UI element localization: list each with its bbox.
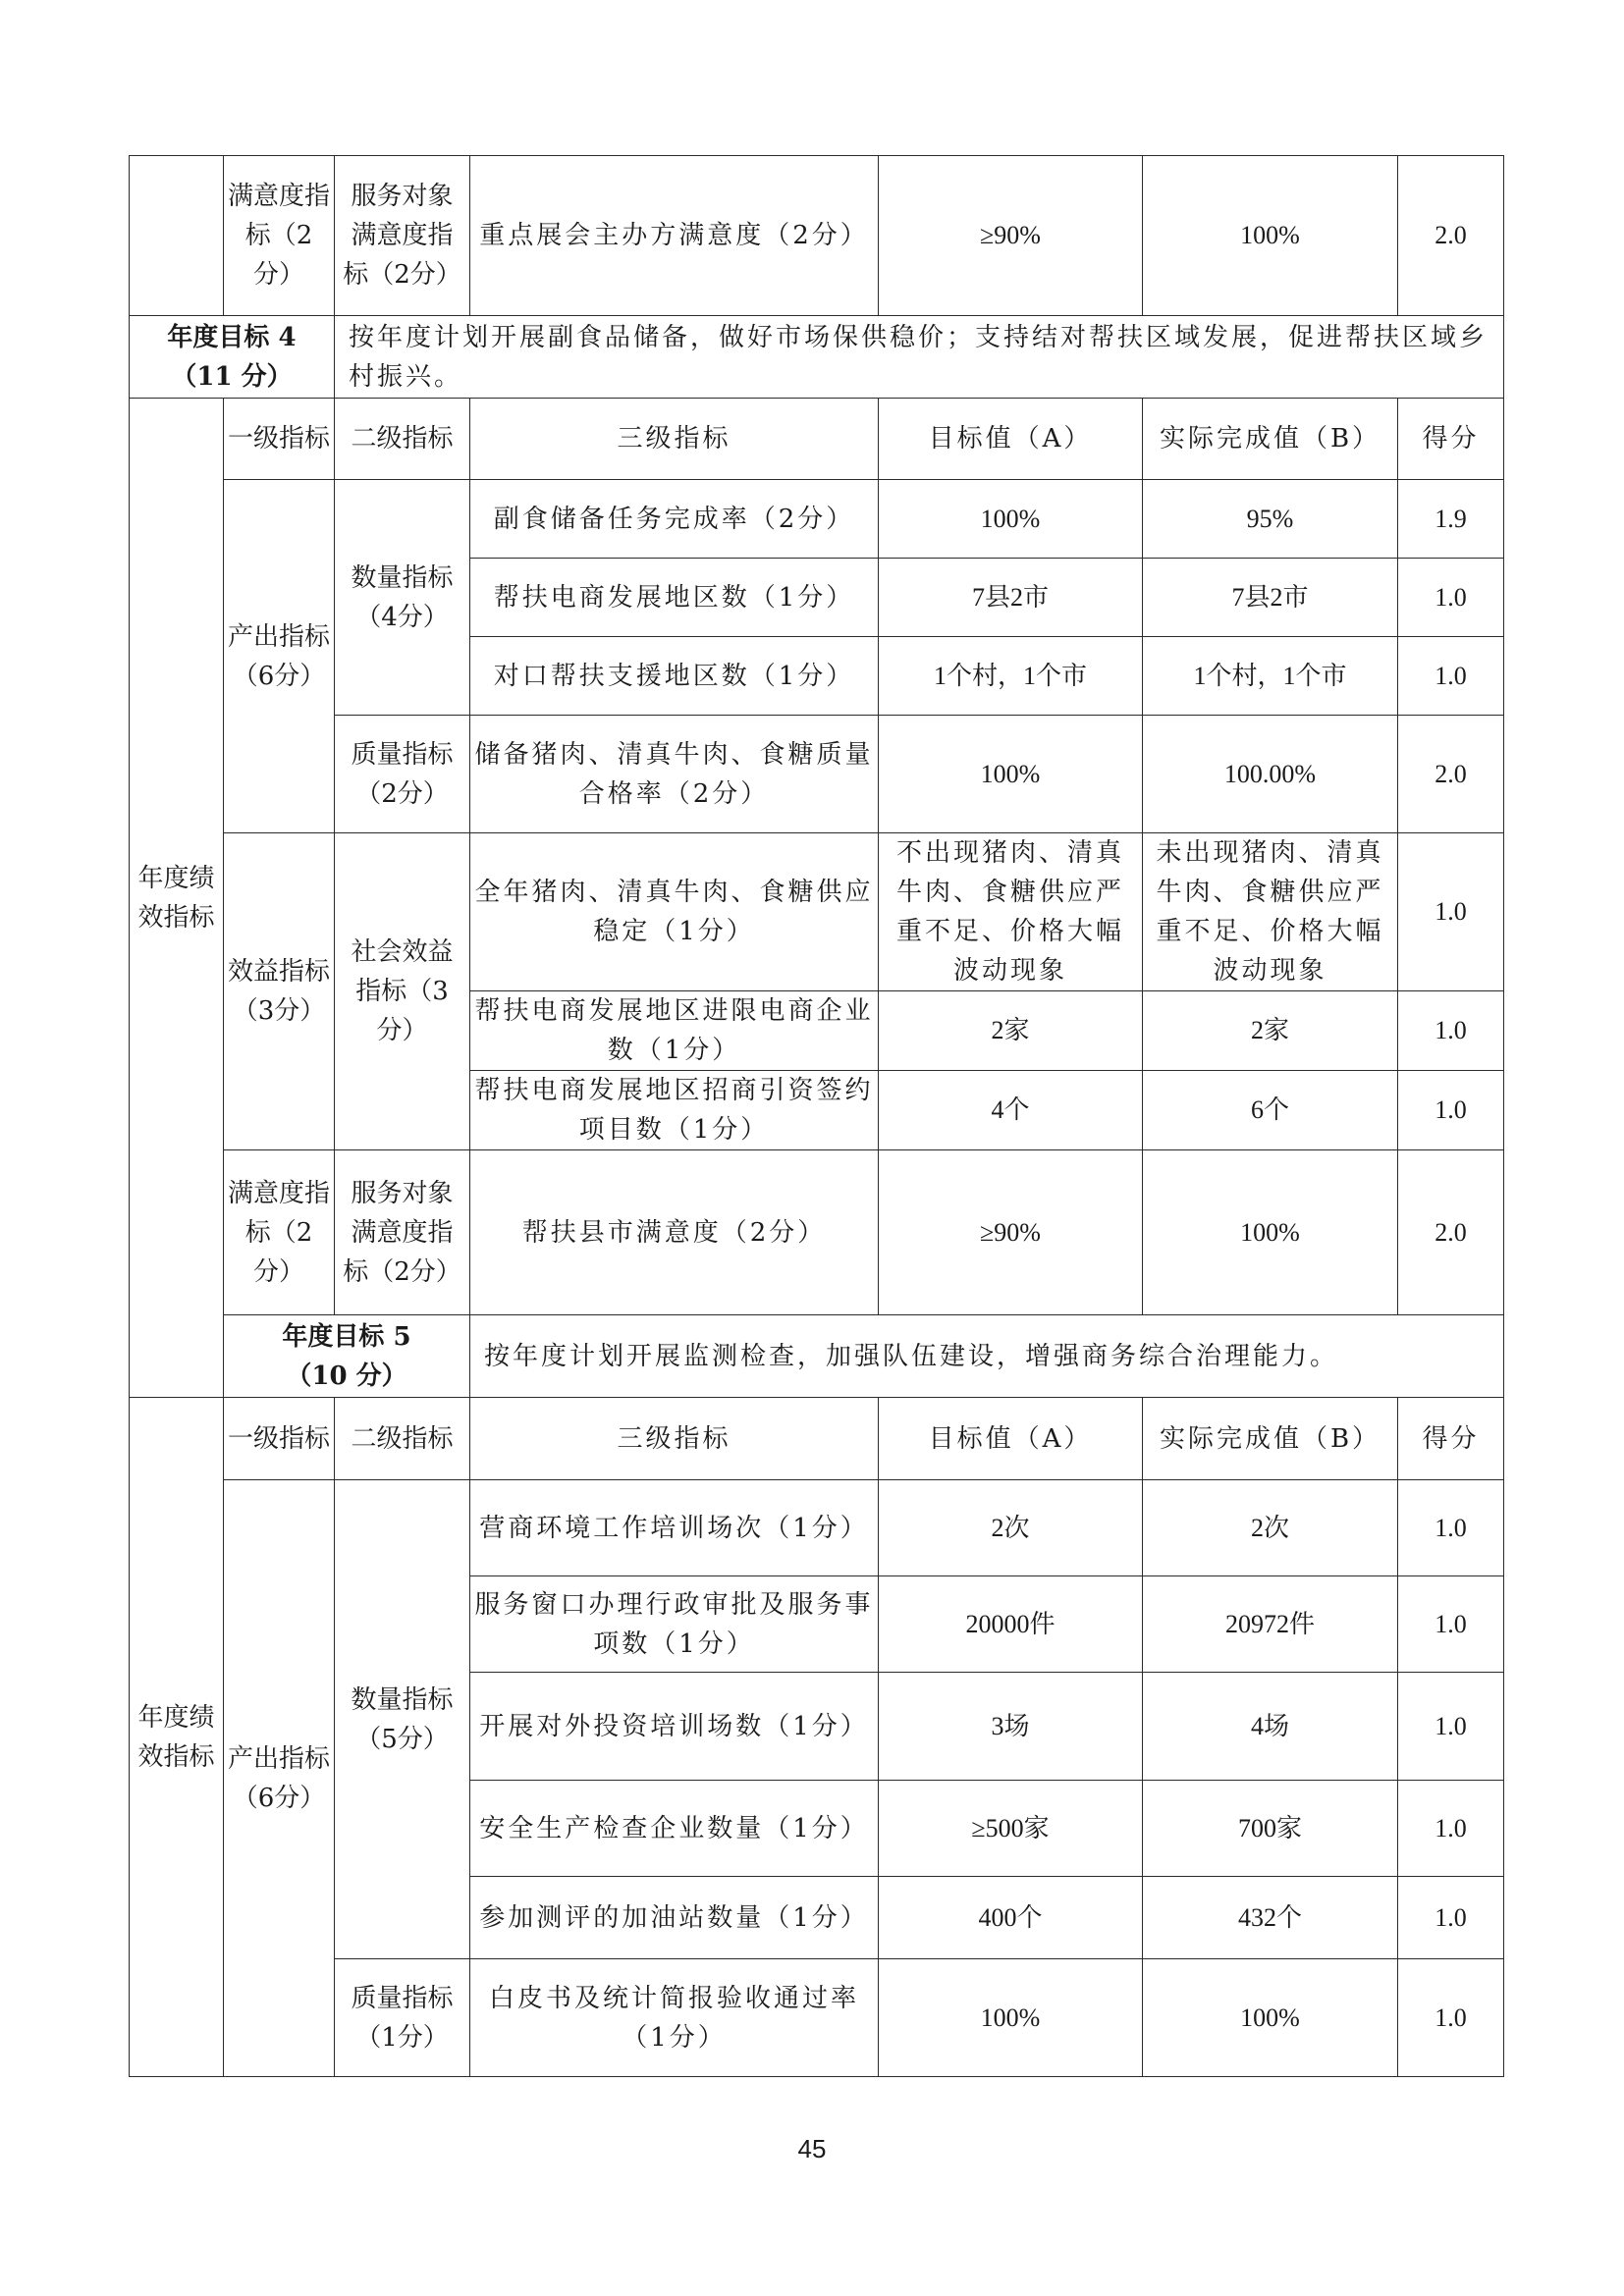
table-row — [130, 156, 1504, 316]
goal-label — [224, 1315, 470, 1398]
goal-label — [130, 316, 335, 399]
third-level-indicator: 营商环境工作培训场次（1分） — [470, 1480, 879, 1576]
table-row — [130, 1480, 1504, 1576]
perf-indicator-label: 年度绩效指标 — [130, 1398, 224, 2077]
score: 2.0 — [1398, 1150, 1504, 1315]
third-level-indicator: 副食储备任务完成率（2分） — [470, 480, 879, 559]
header-score: 得分 — [1398, 399, 1504, 480]
header-l2: 二级指标 — [335, 399, 470, 480]
social-benefit-indicator: 社会效益指标（3分） — [335, 833, 470, 1150]
target-value: 3场 — [879, 1673, 1143, 1781]
target-value: ≥500家 — [879, 1781, 1143, 1877]
quality-indicator: 质量指标（1分） — [335, 1959, 470, 2077]
table-row — [130, 480, 1504, 559]
third-level-indicator: 服务窗口办理行政审批及服务事项数（1分） — [470, 1576, 879, 1673]
header-l1: 一级指标 — [224, 1398, 335, 1480]
third-level-indicator: 全年猪肉、清真牛肉、食糖供应稳定（1分） — [470, 833, 879, 991]
goal-row — [130, 1315, 1504, 1398]
header-score: 得分 — [1398, 1398, 1504, 1480]
actual-value: 95% — [1143, 480, 1398, 559]
header-l1: 一级指标 — [224, 399, 335, 480]
output-indicator: 产出指标（6分） — [224, 480, 335, 833]
actual-value: 2次 — [1143, 1480, 1398, 1576]
score: 1.0 — [1398, 1071, 1504, 1150]
quantity-indicator: 数量指标（4分） — [335, 480, 470, 716]
table-row — [130, 716, 1504, 833]
table-row — [130, 1959, 1504, 2077]
score: 1.0 — [1398, 1576, 1504, 1673]
target-value: 20000件 — [879, 1576, 1143, 1673]
actual-value: 100% — [1143, 1959, 1398, 2077]
third-level-indicator: 帮扶电商发展地区数（1分） — [470, 559, 879, 637]
benefit-indicator: 效益指标（3分） — [224, 833, 335, 1150]
score: 2.0 — [1398, 716, 1504, 833]
score: 1.0 — [1398, 1959, 1504, 2077]
satisfaction-indicator: 满意度指标（2分） — [224, 1150, 335, 1315]
header-row — [130, 399, 1504, 480]
third-level-indicator: 帮扶电商发展地区进限电商企业数（1分） — [470, 991, 879, 1071]
third-level-indicator: 储备猪肉、清真牛肉、食糖质量合格率（2分） — [470, 716, 879, 833]
score: 2.0 — [1398, 156, 1504, 316]
target-value: ≥90% — [879, 156, 1143, 316]
actual-value: 6个 — [1143, 1071, 1398, 1150]
header-target: 目标值（A） — [879, 399, 1143, 480]
third-level-indicator: 开展对外投资培训场数（1分） — [470, 1673, 879, 1781]
target-value: 100% — [879, 480, 1143, 559]
actual-value: 432个 — [1143, 1877, 1398, 1959]
page-number: 45 — [797, 2134, 827, 2163]
quantity-indicator: 数量指标（5分） — [335, 1480, 470, 1959]
second-level-indicator: 服务对象满意度指标（2分） — [335, 156, 470, 316]
third-level-indicator: 帮扶电商发展地区招商引资签约项目数（1分） — [470, 1071, 879, 1150]
header-l3: 三级指标 — [470, 399, 879, 480]
score: 1.0 — [1398, 1480, 1504, 1576]
target-value: 2次 — [879, 1480, 1143, 1576]
goal-description: 按年度计划开展副食品储备，做好市场保供稳价；支持结对帮扶区域发展，促进帮扶区域乡村振兴。 — [335, 316, 1504, 399]
goal-description: 按年度计划开展监测检查，加强队伍建设，增强商务综合治理能力。 — [470, 1315, 1504, 1398]
third-level-indicator: 白皮书及统计简报验收通过率（1分） — [470, 1959, 879, 2077]
service-satisfaction-indicator: 服务对象满意度指标（2分） — [335, 1150, 470, 1315]
actual-value: 100% — [1143, 1150, 1398, 1315]
quality-indicator: 质量指标（2分） — [335, 716, 470, 833]
target-value: 不出现猪肉、清真牛肉、食糖供应严重不足、价格大幅波动现象 — [879, 833, 1143, 991]
actual-value: 100.00% — [1143, 716, 1398, 833]
goal-label-line2: （10 分） — [286, 1361, 407, 1391]
header-actual: 实际完成值（B） — [1143, 1398, 1398, 1480]
score: 1.0 — [1398, 559, 1504, 637]
actual-value: 未出现猪肉、清真牛肉、食糖供应严重不足、价格大幅波动现象 — [1143, 833, 1398, 991]
header-l3: 三级指标 — [470, 1398, 879, 1480]
actual-value: 20972件 — [1143, 1576, 1398, 1673]
third-level-indicator: 重点展会主办方满意度（2分） — [470, 156, 879, 316]
table-row — [130, 1150, 1504, 1315]
target-value: 4个 — [879, 1071, 1143, 1150]
target-value: 2家 — [879, 991, 1143, 1071]
target-value: 100% — [879, 716, 1143, 833]
target-value: ≥90% — [879, 1150, 1143, 1315]
actual-value: 4场 — [1143, 1673, 1398, 1781]
third-level-indicator: 参加测评的加油站数量（1分） — [470, 1877, 879, 1959]
target-value: 1个村，1个市 — [879, 637, 1143, 716]
first-level-indicator: 满意度指标（2分） — [224, 156, 335, 316]
third-level-indicator: 帮扶县市满意度（2分） — [470, 1150, 879, 1315]
blank-cell — [130, 156, 224, 316]
actual-value: 7县2市 — [1143, 559, 1398, 637]
score: 1.0 — [1398, 1673, 1504, 1781]
target-value: 100% — [879, 1959, 1143, 2077]
third-level-indicator: 安全生产检查企业数量（1分） — [470, 1781, 879, 1877]
actual-value: 1个村，1个市 — [1143, 637, 1398, 716]
header-actual: 实际完成值（B） — [1143, 399, 1398, 480]
actual-value: 100% — [1143, 156, 1398, 316]
actual-value: 700家 — [1143, 1781, 1398, 1877]
score: 1.0 — [1398, 1781, 1504, 1877]
goal-label-line2: （11 分） — [171, 361, 293, 392]
actual-value: 2家 — [1143, 991, 1398, 1071]
score: 1.9 — [1398, 480, 1504, 559]
performance-table — [129, 155, 1504, 2077]
target-value: 7县2市 — [879, 559, 1143, 637]
table-row — [130, 833, 1504, 991]
score: 1.0 — [1398, 1877, 1504, 1959]
output-indicator: 产出指标（6分） — [224, 1480, 335, 2077]
goal-label-line1: 年度目标 5 — [282, 1321, 411, 1352]
goal-row — [130, 316, 1504, 399]
header-l2: 二级指标 — [335, 1398, 470, 1480]
score: 1.0 — [1398, 637, 1504, 716]
target-value: 400个 — [879, 1877, 1143, 1959]
score: 1.0 — [1398, 991, 1504, 1071]
header-target: 目标值（A） — [879, 1398, 1143, 1480]
goal-label-line1: 年度目标 4 — [167, 322, 297, 352]
third-level-indicator: 对口帮扶支援地区数（1分） — [470, 637, 879, 716]
header-row — [130, 1398, 1504, 1480]
score: 1.0 — [1398, 833, 1504, 991]
perf-indicator-label: 年度绩效指标 — [130, 399, 224, 1398]
